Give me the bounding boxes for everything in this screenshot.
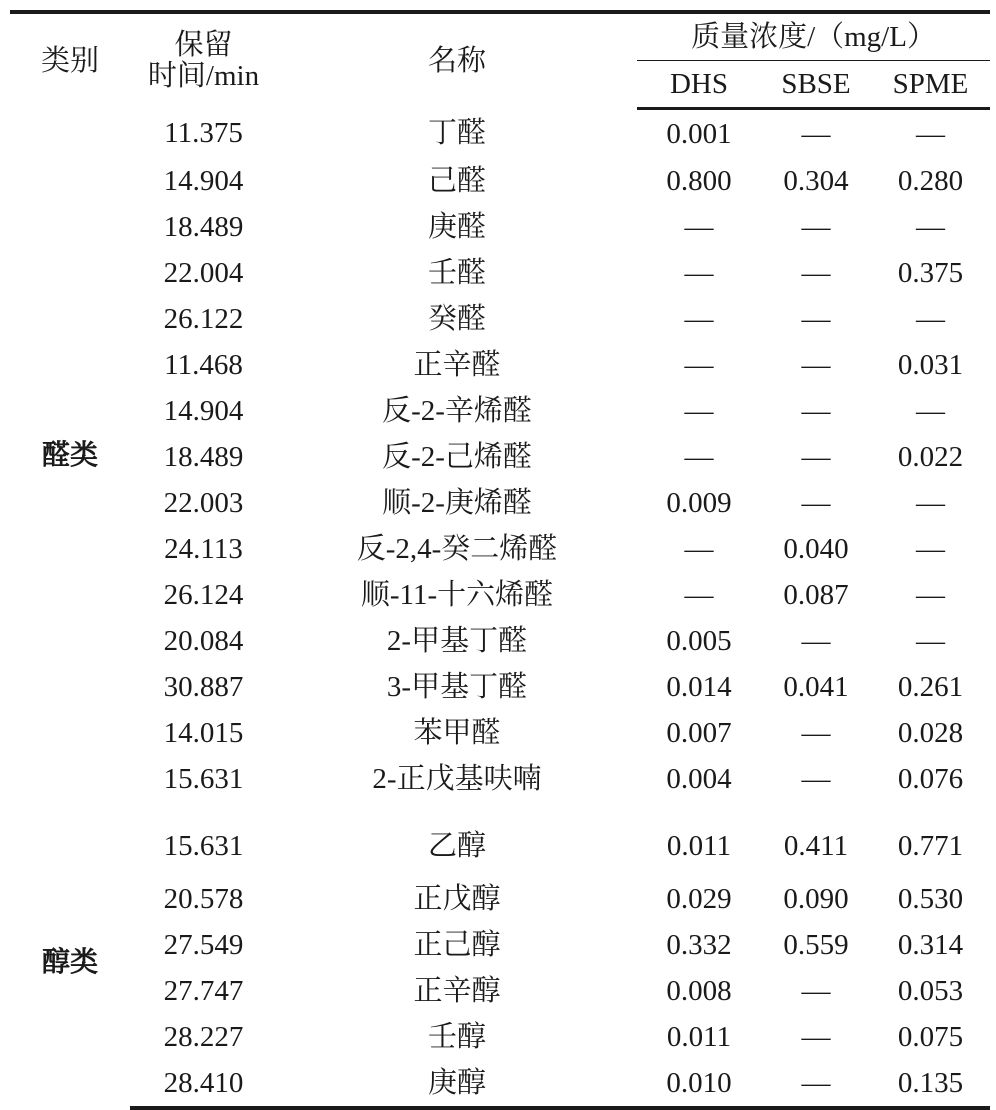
sbse-value-cell: 0.040 (783, 532, 849, 565)
compound-name-cell: 顺-2-庚烯醛 (382, 486, 532, 519)
compound-name-cell: 庚醇 (277, 1060, 637, 1108)
retention-time-cell: 20.084 (163, 624, 244, 657)
retention-time-cell: 30.887 (163, 670, 244, 703)
table-row (10, 250, 990, 296)
table-row (10, 922, 990, 968)
retention-time-cell: 26.124 (163, 578, 244, 611)
spme-value-cell: 0.280 (897, 164, 964, 197)
retention-time-cell: 14.904 (163, 394, 244, 427)
dhs-value-cell: 0.005 (666, 624, 732, 657)
compound-name-cell: 反-2-己烯醛 (382, 440, 532, 473)
table-body (10, 109, 990, 1109)
compound-name-cell: 庚醛 (427, 210, 486, 243)
dhs-value-cell: 0.001 (666, 117, 732, 150)
retention-time-cell: 27.747 (163, 974, 244, 1007)
sbse-value-cell: 0.411 (783, 829, 849, 862)
compound-name-cell: 癸醛 (427, 302, 486, 335)
sbse-value-cell: — (801, 210, 831, 243)
dhs-value-cell: 0.011 (666, 1020, 732, 1053)
dhs-value-cell: — (684, 256, 714, 289)
dhs-value-cell: 0.800 (666, 164, 732, 197)
table-row (10, 342, 990, 388)
compound-name-cell: 己醛 (427, 164, 486, 197)
spme-value-cell: 0.075 (897, 1020, 964, 1053)
spme-value-cell: — (916, 532, 945, 565)
header-dhs: DHS (637, 61, 761, 109)
spme-value-cell: — (916, 578, 945, 611)
dhs-value-cell: — (684, 348, 714, 381)
dhs-value-cell: — (684, 302, 714, 335)
table-row (10, 572, 990, 618)
compound-name-cell: 正己醇 (413, 928, 501, 961)
sbse-value-cell: — (801, 440, 831, 473)
dhs-value-cell: — (684, 578, 714, 611)
sbse-value-cell: — (801, 394, 831, 427)
table-row (10, 1060, 990, 1108)
compound-name-cell: 2-甲基丁醛 (386, 624, 528, 657)
table-row (10, 526, 990, 572)
spme-value-cell: 0.261 (897, 670, 964, 703)
retention-time-cell: 11.468 (164, 348, 243, 381)
category-cell: 醛类 (41, 438, 98, 472)
table-row (10, 109, 990, 159)
spme-value-cell: — (916, 624, 945, 657)
sbse-value-cell: — (761, 1060, 871, 1108)
compound-name-cell: 反-2-辛烯醛 (382, 394, 532, 427)
retention-time-cell: 28.227 (163, 1020, 244, 1053)
compound-name-cell: 正戊醇 (413, 882, 501, 915)
compound-name-cell: 顺-11-十六烯醛 (360, 578, 554, 611)
retention-time-cell: 26.122 (163, 302, 244, 335)
header-spme: SPME (871, 61, 990, 109)
sbse-value-cell: 0.304 (783, 164, 849, 197)
dhs-value-cell: 0.029 (666, 882, 732, 915)
table-row (10, 388, 990, 434)
volatile-compounds-table (10, 10, 990, 1110)
dhs-value-cell: — (684, 210, 714, 243)
dhs-value-cell: 0.009 (666, 486, 732, 519)
retention-time-cell: 15.631 (163, 829, 244, 862)
retention-time-cell: 14.904 (163, 164, 244, 197)
table-row (10, 664, 990, 710)
dhs-value-cell: — (684, 440, 714, 473)
dhs-value-cell: 0.007 (666, 716, 732, 749)
compound-name-cell: 乙醇 (427, 829, 486, 862)
spme-value-cell: 0.135 (871, 1060, 990, 1108)
sbse-value-cell: — (801, 256, 831, 289)
sbse-value-cell: — (801, 117, 831, 150)
compound-name-cell: 2-正戊基呋喃 (372, 762, 542, 795)
spme-value-cell: — (916, 210, 945, 243)
header-retention-line2: 时间/min (147, 60, 260, 93)
spme-value-cell: — (916, 486, 945, 519)
dhs-value-cell: 0.010 (637, 1060, 761, 1108)
retention-time-cell: 15.631 (163, 762, 244, 795)
header-sbse: SBSE (761, 61, 871, 109)
header-name: 名称 (277, 12, 637, 109)
spme-value-cell: 0.022 (897, 440, 964, 473)
sbse-value-cell: 0.559 (783, 928, 849, 961)
retention-time-cell: 28.410 (130, 1060, 277, 1108)
sbse-value-cell: — (801, 486, 831, 519)
retention-time-cell: 27.549 (163, 928, 244, 961)
spme-value-cell: 0.031 (897, 348, 964, 381)
header-category: 类别 (10, 12, 130, 109)
dhs-value-cell: 0.011 (666, 829, 732, 862)
spme-value-cell: — (916, 117, 945, 150)
compound-name-cell: 反-2,4-癸二烯醛 (356, 532, 558, 565)
sbse-value-cell: 0.090 (783, 882, 849, 915)
retention-time-cell: 18.489 (163, 440, 244, 473)
spme-value-cell: 0.314 (897, 928, 964, 961)
table-row (10, 710, 990, 756)
retention-time-cell: 14.015 (163, 716, 244, 749)
table-row (10, 1014, 990, 1060)
compound-name-cell: 3-甲基丁醛 (386, 670, 528, 703)
header-concentration: 质量浓度/（mg/L） (637, 12, 990, 61)
sbse-value-cell: — (801, 302, 831, 335)
sbse-value-cell: 0.041 (783, 670, 849, 703)
retention-time-cell: 22.004 (163, 256, 244, 289)
header-retention-line1: 保留 (174, 29, 233, 62)
sbse-value-cell: — (801, 716, 831, 749)
table-row (10, 618, 990, 664)
dhs-value-cell: — (684, 532, 714, 565)
dhs-value-cell: — (684, 394, 714, 427)
sbse-value-cell: — (801, 762, 831, 795)
sbse-value-cell: — (801, 348, 831, 381)
spme-value-cell: — (916, 394, 945, 427)
table-row (10, 480, 990, 526)
table-row (10, 434, 990, 480)
table-row (10, 802, 990, 876)
retention-time-cell: 22.003 (163, 486, 244, 519)
spme-value-cell: 0.530 (897, 882, 964, 915)
spme-value-cell: 0.375 (897, 256, 964, 289)
compound-name-cell: 苯甲醛 (413, 716, 501, 749)
table-row (10, 296, 990, 342)
spme-value-cell: 0.076 (897, 762, 964, 795)
retention-time-cell: 20.578 (163, 882, 244, 915)
header-retention-time (130, 12, 277, 109)
spme-value-cell: 0.771 (897, 829, 964, 862)
sbse-value-cell: 0.087 (783, 578, 849, 611)
compound-name-cell: 壬醇 (427, 1020, 486, 1053)
retention-time-cell: 11.375 (164, 116, 243, 149)
compound-name-cell: 正辛醇 (413, 974, 501, 1007)
category-cell: 醇类 (41, 945, 98, 978)
spme-value-cell: 0.028 (897, 716, 964, 749)
sbse-value-cell: — (801, 974, 831, 1007)
dhs-value-cell: 0.004 (666, 762, 732, 795)
dhs-value-cell: 0.332 (666, 928, 732, 961)
compound-name-cell: 壬醛 (427, 256, 486, 289)
dhs-value-cell: 0.014 (666, 670, 732, 703)
table-row (10, 876, 990, 922)
table-row (10, 968, 990, 1014)
sbse-value-cell: — (801, 624, 831, 657)
spme-value-cell: — (916, 302, 945, 335)
table-row (10, 756, 990, 802)
table-row (10, 204, 990, 250)
sbse-value-cell: — (801, 1020, 831, 1053)
retention-time-cell: 18.489 (163, 210, 244, 243)
table-row (10, 158, 990, 204)
retention-time-cell: 24.113 (164, 532, 243, 565)
spme-value-cell: 0.053 (897, 974, 964, 1007)
dhs-value-cell: 0.008 (666, 974, 732, 1007)
compound-name-cell: 正辛醛 (413, 348, 501, 381)
compound-name-cell: 丁醛 (427, 116, 486, 149)
